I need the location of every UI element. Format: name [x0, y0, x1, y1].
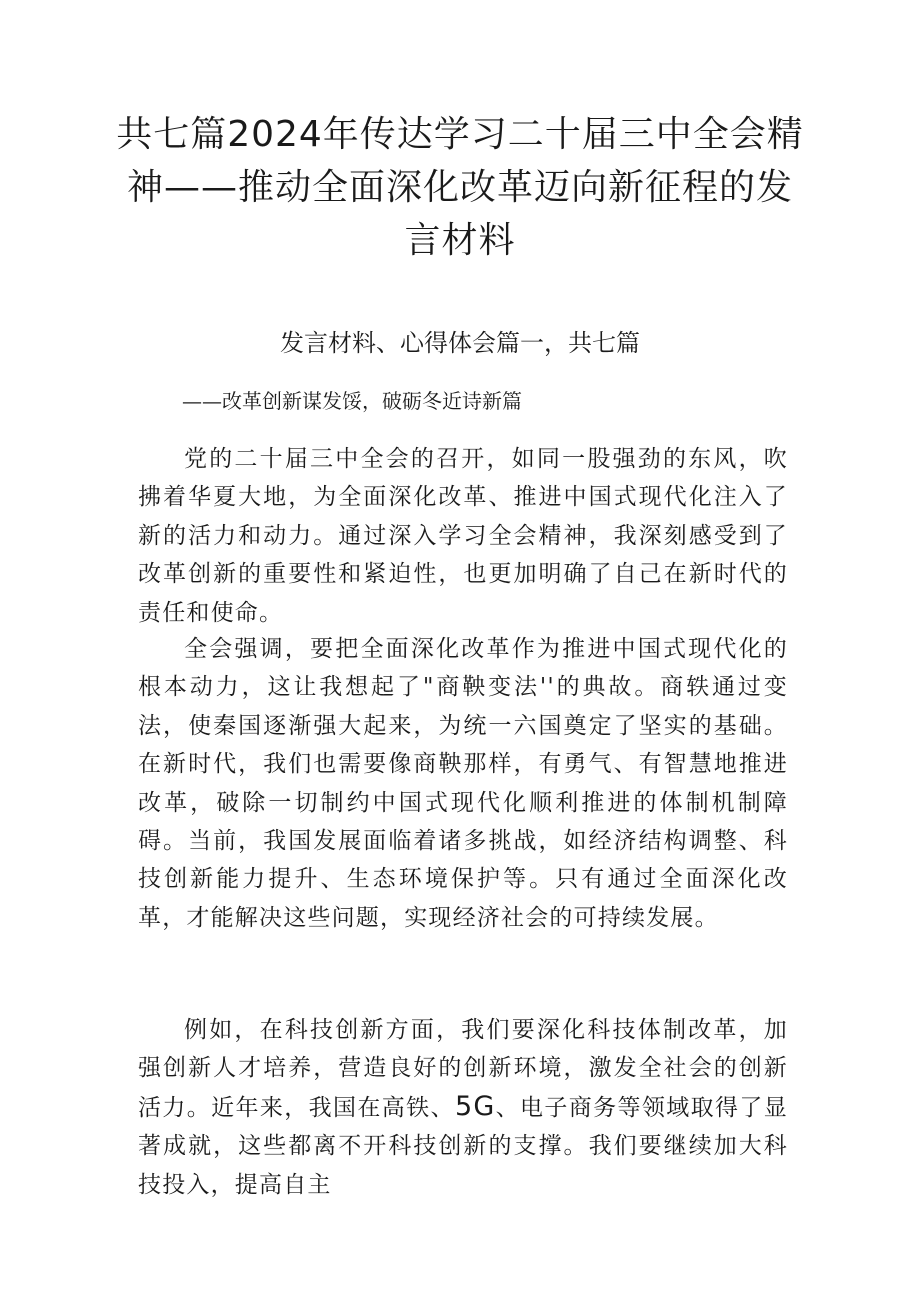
- section-heading: 发言材料、心得体会篇一，共七篇: [280, 329, 640, 357]
- title-line: 共七篇2024年传达学习二十届三中全会精: [116, 114, 804, 155]
- paragraph-text: 、电子商务等领域取得了显著成就，这些都离不开科技创新的支撑。我们要继续加大科技投入，提高自主: [138, 1094, 788, 1198]
- body-paragraph: 党的二十届三中全会的召开，如同一股强劲的东风，吹拂着华夏大地，为全面深化改革、推进中国式现代化注入了新的活力和动力。通过深入学习全会精神，我深刻感受到了改革创新的重要性和紧迫性，也更加明确了自己在新时代的责任和使命。: [138, 446, 788, 626]
- paragraph-text: 例如，在科技创新方面，我们要深化科技体制改革，加强创新人才培养，营造良好的创新环境，激发全社会的创新活力。近年来，我国在高铁、: [138, 1017, 788, 1121]
- body-paragraph: [138, 1011, 788, 1204]
- section-subtitle: ——改革创新谋发馁，破砺冬近诗新篇: [182, 389, 522, 413]
- title-line: 言材料: [404, 220, 516, 261]
- paragraph-highlight-5g: 5G: [454, 1090, 496, 1122]
- body-paragraph: 全会强调，要把全面深化改革作为推进中国式现代化的根本动力，这让我想起了"商鞅变法''的典故。商轶通过变法，使秦国逐渐强大起来，为统一六国奠定了坚实的基础。在新时代，我们也需要像商鞅那样，有勇气、有智慧地推进改革，破除一切制约中国式现代化顺利推进的体制机制障碍。当前，我国发展面临着诸多挑战，如经济结构调整、科技创新能力提升、生态环境保护等。只有通过全面深化改革，才能解决这些问题，实现经济社会的可持续发展。: [138, 636, 788, 931]
- title-line: 神——推动全面深化改革迈向新征程的发: [126, 167, 793, 208]
- document-title: [110, 108, 810, 267]
